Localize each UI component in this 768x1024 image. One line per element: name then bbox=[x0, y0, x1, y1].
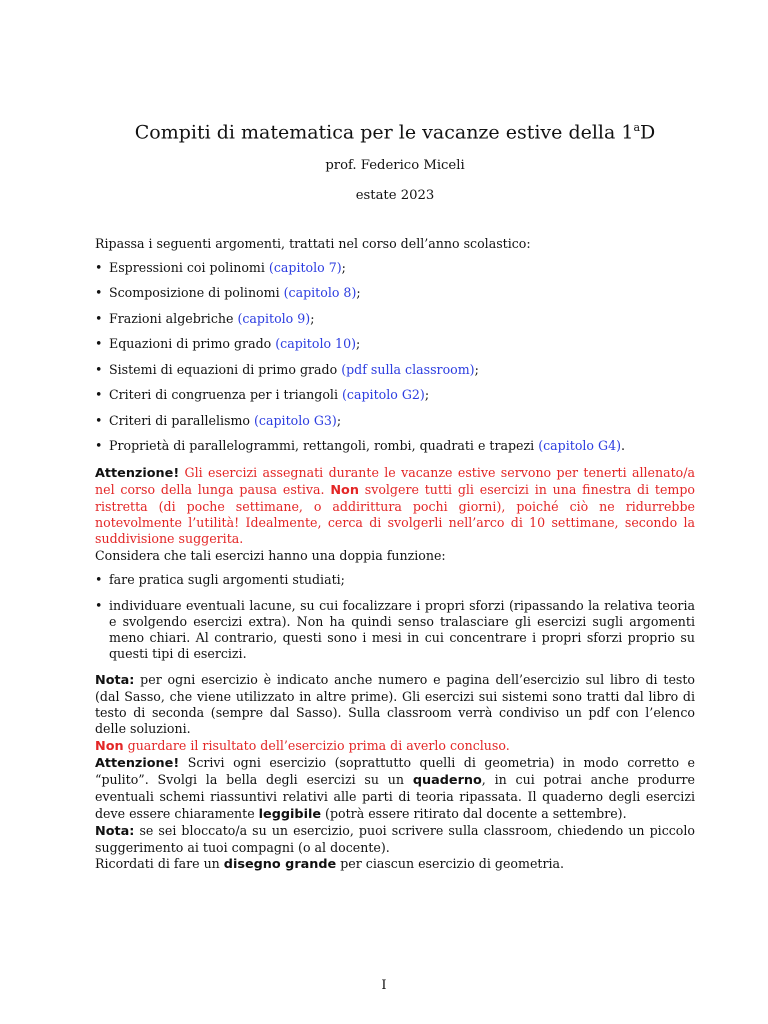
topic-punct: . bbox=[621, 438, 626, 454]
warning-emphasis: Non bbox=[95, 738, 124, 754]
final-text-1: Ricordati di fare un bbox=[95, 856, 224, 872]
title-class-letter: D bbox=[640, 121, 656, 144]
list-item bbox=[95, 285, 695, 301]
topic-text: Criteri di parallelismo bbox=[109, 412, 254, 428]
nota-label-2: Nota: bbox=[95, 823, 135, 839]
warning-paragraph bbox=[95, 738, 695, 755]
chapter-link[interactable]: (capitolo 7) bbox=[268, 259, 342, 275]
page-number: I bbox=[381, 978, 387, 993]
nota-text: per ogni esercizio è indicato anche numero e pagina dell’esercizio sul libro di testo (dal Sasso, che viene utilizzato in altre prime). Gli esercizi sui sistemi sono tratti dal libro di testo di seconda (sempre dal Sasso). Sulla classroom verrà condiviso un pdf con l’elenco delle soluzioni. bbox=[95, 671, 695, 737]
list-item: • fare pratica sugli argomenti studiati; bbox=[95, 572, 695, 588]
topic-punct: ; bbox=[424, 387, 430, 403]
document-page bbox=[95, 116, 695, 873]
nota-paragraph-2 bbox=[95, 823, 695, 856]
list-item bbox=[95, 387, 695, 403]
nota-label: Nota: bbox=[95, 672, 135, 688]
chapter-link[interactable]: (capitolo G4) bbox=[538, 438, 621, 454]
topic-text: Proprietà di parallelogrammi, rettangoli, rombi, quadrati e trapezi bbox=[109, 438, 539, 454]
title-superscript: a bbox=[633, 121, 641, 134]
topic-text: Equazioni di primo grado bbox=[109, 336, 276, 352]
function-list bbox=[95, 572, 695, 663]
list-item bbox=[95, 362, 695, 378]
attention-paragraph-2 bbox=[95, 755, 695, 823]
list-item: • individuare eventuali lacune, su cui focalizzare i propri sforzi (ripassando la relativa teoria e svolgendo esercizi extra). Non ha quindi senso tralasciare gli esercizi sugli argomenti meno chiari. Al contrario, questi sono i mesi in cui concentrare i propri sforzi proprio su questi tipi di esercizi. bbox=[95, 598, 695, 663]
topic-punct: ; bbox=[474, 361, 479, 377]
attention2-text-2: , in cui potrai anche produrre eventuali schemi riassuntivi relativi alle parti di teoria ripassata. Il quaderno degli esercizi deve essere chiaramente bbox=[95, 772, 695, 821]
attention-text-2: svolgere tutti gli esercizi in una finestra di tempo ristretta (di poche settimane, o addirittura pochi giorni), poiché ciò ne ridurrebbe notevolmente l’utilità! Idealmente, cerca di svolgerli nell’arco di 10 settimane, secondo la suddivisione suggerita. bbox=[95, 481, 695, 547]
chapter-link[interactable]: (capitolo 9) bbox=[237, 310, 311, 326]
title-text: Compiti di matematica per le vacanze estive della 1 bbox=[134, 121, 634, 144]
topic-text: Scomposizione di polinomi bbox=[109, 285, 284, 301]
function-intro: Considera che tali esercizi hanno una doppia funzione: bbox=[95, 547, 446, 563]
chapter-link[interactable]: (capitolo 10) bbox=[275, 336, 356, 352]
warning-text: guardare il risultato dell’esercizio prima di averlo concluso. bbox=[123, 737, 510, 753]
date: estate 2023 bbox=[355, 187, 435, 203]
list-item bbox=[95, 336, 695, 352]
topic-punct: ; bbox=[310, 310, 315, 326]
list-item bbox=[95, 260, 695, 276]
attention-emphasis: Non bbox=[330, 482, 359, 498]
final-text-2: per ciascun esercizio di geometria. bbox=[336, 856, 565, 872]
attention-label: Attenzione! bbox=[95, 465, 180, 481]
attention-text: Gli esercizi assegnati durante le vacanze estive servono per tenerti allenato/a nel corso della lunga pausa estiva. bbox=[95, 464, 695, 497]
chapter-link[interactable]: (pdf sulla classroom) bbox=[341, 361, 475, 377]
attention-paragraph bbox=[95, 465, 695, 548]
nota-paragraph bbox=[95, 672, 695, 738]
list-item bbox=[95, 311, 695, 327]
intro-text: Ripassa i seguenti argomenti, trattati nel corso dell’anno scolastico: bbox=[95, 235, 531, 251]
author: prof. Federico Miceli bbox=[325, 158, 465, 174]
chapter-link[interactable]: (capitolo G2) bbox=[342, 387, 425, 403]
topic-punct: ; bbox=[356, 336, 361, 352]
list-item bbox=[95, 413, 695, 429]
leggibile-emphasis: leggibile bbox=[258, 806, 322, 822]
topic-punct: ; bbox=[336, 412, 342, 428]
topic-text: Espressioni coi polinomi bbox=[109, 259, 269, 275]
attention2-text-1: Scrivi ogni esercizio (soprattutto quelli di geometria) in modo corretto e “pulito”. Svolgi la bella degli esercizi su un bbox=[95, 754, 695, 788]
chapter-link[interactable]: (capitolo 8) bbox=[283, 285, 357, 301]
attention2-text-3: (potrà essere ritirato dal docente a settembre). bbox=[321, 805, 627, 821]
topic-text: Frazioni algebriche bbox=[109, 310, 238, 326]
topics-list bbox=[95, 260, 695, 455]
quaderno-emphasis: quaderno bbox=[412, 773, 482, 789]
disegno-emphasis: disegno grande bbox=[223, 857, 337, 873]
topic-text: Sistemi di equazioni di primo grado bbox=[109, 361, 342, 377]
nota2-text: se sei bloccato/a su un esercizio, puoi scrivere sulla classroom, chiedendo un piccolo suggerimento ai tuoi compagni (o al docente). bbox=[95, 822, 695, 855]
chapter-link[interactable]: (capitolo G3) bbox=[254, 412, 337, 428]
list-item bbox=[95, 438, 695, 454]
topic-text: Criteri di congruenza per i triangoli bbox=[109, 387, 342, 403]
attention-label-2: Attenzione! bbox=[95, 755, 180, 771]
topic-punct: ; bbox=[356, 285, 361, 301]
document-title bbox=[95, 116, 695, 144]
final-paragraph bbox=[95, 856, 695, 873]
topic-punct: ; bbox=[341, 259, 346, 275]
